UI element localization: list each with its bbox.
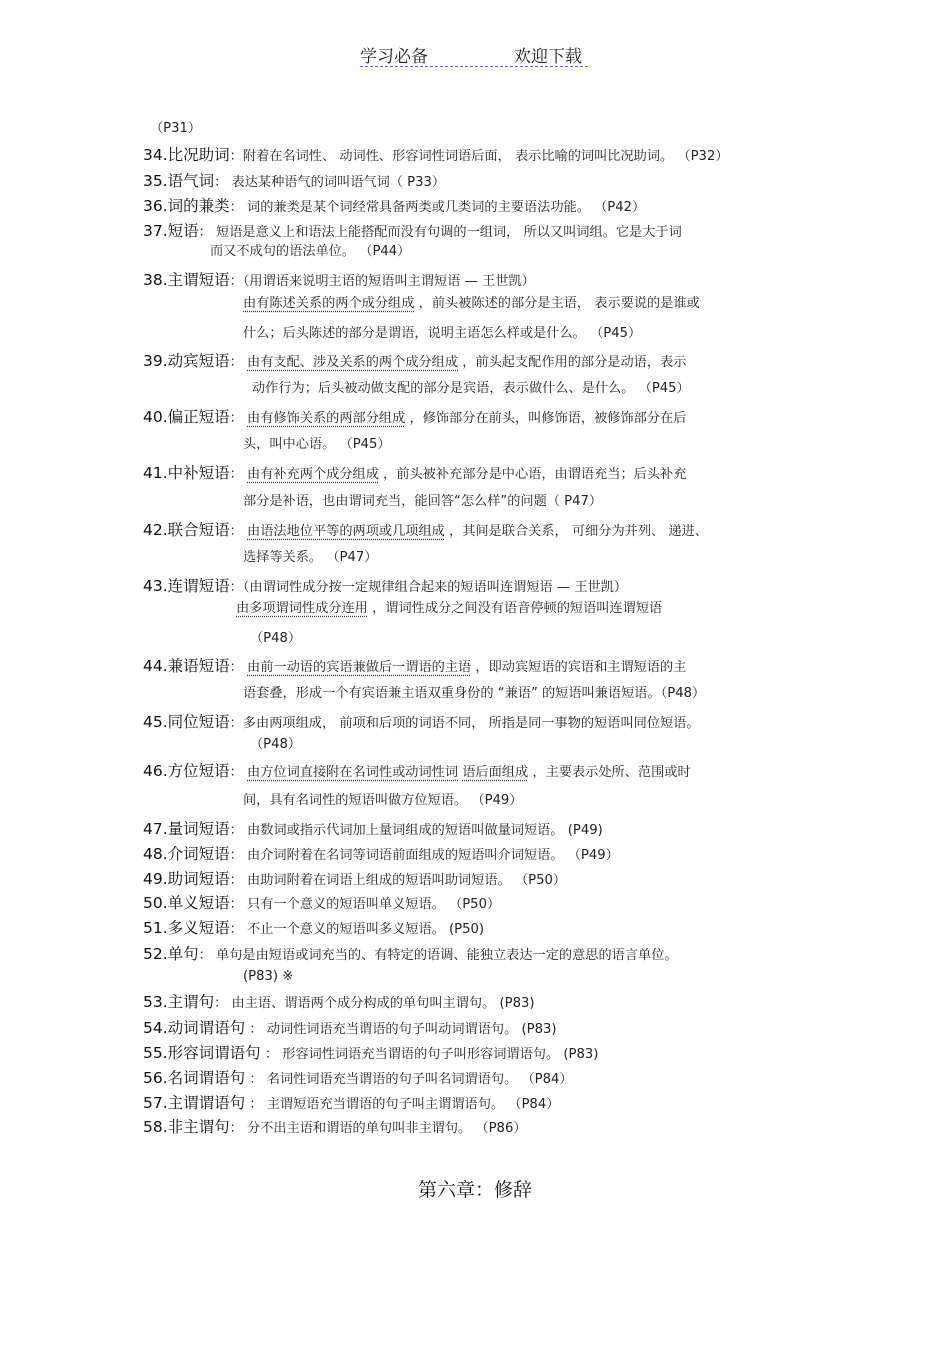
text-line: [143, 1019, 557, 1039]
line-text: 选择等关系。 （P47）: [243, 550, 378, 565]
text-line: [143, 657, 686, 677]
line-text: ： 主谓短语充当谓语的句子叫主谓谓语句。 （P84）: [245, 1097, 560, 1112]
line-text: ： 表达某种语气的词叫语气词（ P33）: [214, 175, 446, 190]
text-line: [243, 493, 602, 511]
text-line: [143, 464, 686, 484]
text-line: [236, 600, 662, 618]
text-line: [243, 325, 641, 343]
emphasized-phrase: 由有支配、涉及关系的两个成分组成: [247, 355, 459, 370]
text-line: [143, 172, 445, 192]
text-line: [250, 630, 301, 648]
text-line: [143, 271, 535, 291]
line-text: ，主要表示处所、范围或时: [528, 765, 691, 780]
line-text: ： 单句是由短语或词充当的、有特定的语调、能独立表达一定的意思的语言单位。: [198, 948, 678, 963]
line-text: ，即动宾短语的宾语和主谓短语的主: [471, 660, 687, 675]
term-label: 55.形容词谓语句: [143, 1044, 261, 1062]
line-text: ：: [229, 524, 248, 539]
text-line: [210, 243, 410, 261]
term-label: 40.偏正短语: [143, 408, 230, 426]
line-text: ，前头被补充部分是中心语，由谓语充当；后头补充: [378, 467, 687, 482]
line-text: ：（用谓语来说明主语的短语叫主谓短语 — 王世凯）: [229, 274, 535, 289]
term-label: 36.词的兼类: [143, 197, 230, 215]
text-line: [250, 736, 301, 754]
term-label: 50.单义短语: [143, 894, 230, 912]
text-line: [143, 945, 678, 965]
text-line: [243, 549, 377, 567]
line-text: ： 不止一个意义的短语叫多义短语。 (P50): [229, 922, 485, 937]
text-line: [243, 792, 523, 810]
text-line: [143, 222, 682, 242]
line-text: ：: [229, 765, 248, 780]
line-text: （P48）: [250, 631, 302, 646]
text-line: [252, 380, 690, 398]
text-line: [143, 820, 603, 840]
term-label: 47.量词短语: [143, 820, 230, 838]
term-label: 46.方位短语: [143, 762, 230, 780]
text-line: [243, 436, 391, 454]
text-line: [143, 197, 645, 217]
emphasized-phrase: 语后面组成: [462, 765, 529, 780]
line-text: ：多由两项组成， 前项和后项的词语不同， 所指是同一事物的短语叫同位短语。: [229, 716, 700, 731]
line-text: 头，叫中心语。 （P45）: [243, 437, 391, 452]
line-text: （P48）: [250, 737, 302, 752]
line-text: ： 形容词性词语充当谓语的句子叫形容词谓语句。 (P83): [260, 1047, 599, 1062]
line-text: ： 名词性词语充当谓语的句子叫名词谓语句。 （P84）: [245, 1072, 573, 1087]
text-line: [143, 845, 619, 865]
line-text: ：附着在名词性、 动词性、形容词性词语后面， 表示比喻的词叫比况助词。 （P32）: [229, 149, 729, 164]
text-line: [143, 894, 500, 914]
emphasized-phrase: 由有修饰关系的两部分组成: [247, 411, 406, 426]
line-text: ：: [229, 467, 248, 482]
line-text: ，谓词性成分之间没有语音停顿的短语叫连谓短语: [367, 601, 663, 616]
term-label: 39.动宾短语: [143, 352, 230, 370]
line-text: 语套叠，形成一个有宾语兼主语双重身份的 “兼语” 的短语叫兼语短语。（P48）: [243, 686, 706, 701]
line-text: ： 只有一个意义的短语叫单义短语。 （P50）: [229, 897, 501, 912]
line-text: 间，具有名词性的短语叫做方位短语。 （P49）: [243, 793, 523, 808]
term-label: 52.单句: [143, 945, 199, 963]
term-label: 41.中补短语: [143, 464, 230, 482]
line-text: ：: [229, 355, 248, 370]
emphasized-phrase: 由语法地位平等的两项或几项组成: [247, 524, 445, 539]
text-line: [143, 1044, 598, 1064]
text-line: [143, 1069, 573, 1089]
emphasized-phrase: 由有补充两个成分组成: [247, 467, 379, 482]
term-label: 38.主谓短语: [143, 271, 230, 289]
line-text: 什么；后头陈述的部分是谓语，说明主语怎么样或是什么。 （P45）: [243, 326, 642, 341]
term-label: 34.比况助词: [143, 146, 230, 164]
line-text: 动作行为；后头被动做支配的部分是宾语，表示做什么、是什么。 （P45）: [252, 381, 690, 396]
text-line: [143, 762, 691, 782]
text-line: [143, 352, 686, 372]
line-text: ： 由介词附着在名词等词语前面组成的短语叫介词短语。 （P49）: [229, 848, 619, 863]
line-text: ，其间是联合关系， 可细分为并列、 递进、: [444, 524, 708, 539]
term-label: 37.短语: [143, 222, 199, 240]
term-label: 56.名词谓语句: [143, 1069, 246, 1087]
line-text: ：（由谓词性成分按一定规律组合起来的短语叫连谓短语 — 王世凯）: [229, 580, 628, 595]
text-line: [143, 577, 627, 597]
term-label: 44.兼语短语: [143, 657, 230, 675]
line-text: ： 由助词附着在词语上组成的短语叫助词短语。 （P50）: [229, 873, 567, 888]
page-header: [360, 40, 588, 67]
emphasized-phrase: 由多项谓词性成分连用: [236, 601, 368, 616]
term-label: 54.动词谓语句: [143, 1019, 246, 1037]
text-line: [143, 521, 708, 541]
term-label: 35.语气词: [143, 172, 215, 190]
line-text: ： 分不出主语和谓语的单句叫非主谓句。 （P86）: [229, 1121, 527, 1136]
term-label: 43.连谓短语: [143, 577, 230, 595]
term-label: 45.同位短语: [143, 713, 230, 731]
term-label: 58.非主谓句: [143, 1118, 230, 1136]
text-line: [143, 1118, 527, 1138]
term-label: 53.主谓句: [143, 993, 215, 1011]
header-right-text: 欢迎下载: [514, 47, 582, 67]
text-line: [143, 408, 686, 428]
text-line: [143, 146, 729, 166]
line-text: ：: [229, 411, 248, 426]
line-text: ，前头被陈述的部分是主语， 表示要说的是谁或: [414, 296, 700, 311]
emphasized-phrase: 由前一动语的宾语兼做后一谓语的主语: [247, 660, 472, 675]
term-label: 49.助词短语: [143, 870, 230, 888]
text-line: [143, 919, 484, 939]
emphasized-phrase: 由方位词直接附在名词性或动词性词: [247, 765, 459, 780]
header-left-text: 学习必备: [360, 47, 428, 67]
line-text: 部分是补语，也由谓词充当，能回答“怎么样”的问题（ P47）: [243, 494, 603, 509]
text-line: [143, 1094, 559, 1114]
term-label: 48.介词短语: [143, 845, 230, 863]
term-label: 42.联合短语: [143, 521, 230, 539]
term-label: 51.多义短语: [143, 919, 230, 937]
text-line: [143, 713, 700, 733]
text-line: [243, 685, 705, 703]
line-text: ，修饰部分在前头，叫修饰语，被修饰部分在后: [405, 411, 687, 426]
text-line: [143, 870, 566, 890]
line-text: ： 由主语、谓语两个成分构成的单句叫主谓句。 (P83): [214, 996, 535, 1011]
line-text: ，前头起支配作用的部分是动语，表示: [458, 355, 687, 370]
text-line: [243, 968, 293, 986]
text-line: [243, 295, 700, 313]
line-text: （P31）: [150, 121, 202, 136]
emphasized-phrase: 由有陈述关系的两个成分组成: [243, 296, 415, 311]
line-text: ： 由数词或指示代词加上量词组成的短语叫做量词短语。 (P49): [229, 823, 603, 838]
text-line: [150, 120, 201, 138]
line-text: ： 词的兼类是某个词经常具备两类或几类词的主要语法功能。 （P42）: [229, 200, 646, 215]
chapter-title: 第六章：修辞: [417, 1179, 532, 1201]
line-text: ： 动词性词语充当谓语的句子叫动词谓语句。 (P83): [245, 1022, 557, 1037]
line-text: ： 短语是意义上和语法上能搭配而没有句调的一组词， 所以又叫词组。它是大于词: [198, 225, 682, 240]
line-text: (P83) ※: [243, 969, 294, 984]
text-line: [143, 993, 535, 1013]
line-text: 而又不成句的语法单位。 （P44）: [210, 244, 411, 259]
line-text: ：: [229, 660, 248, 675]
term-label: 57.主谓谓语句: [143, 1094, 246, 1112]
